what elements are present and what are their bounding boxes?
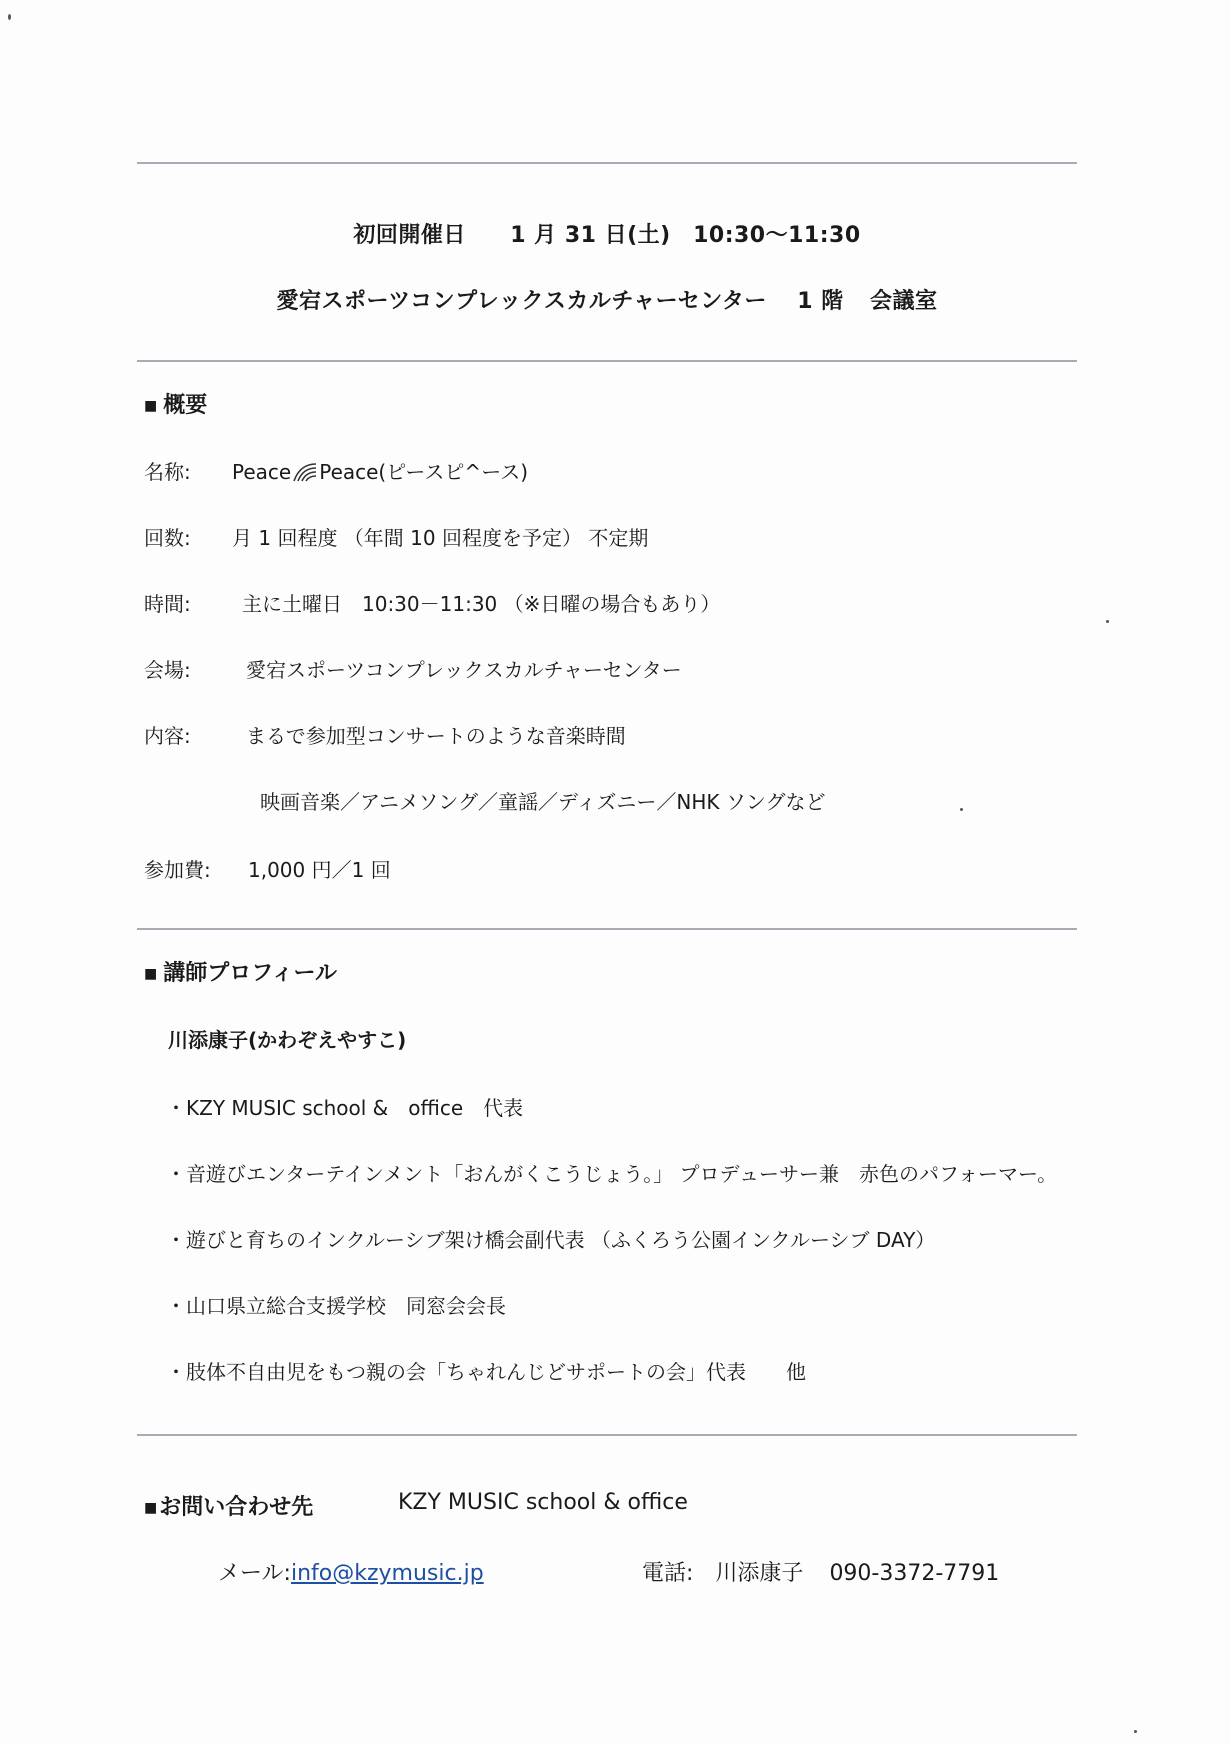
first-date-label: 初回開催日 <box>353 223 466 248</box>
fee-label: 参加費: <box>144 858 211 882</box>
phone-line <box>642 1556 999 1587</box>
contact-heading-text: お問い合わせ先 <box>159 1495 314 1520</box>
time-label: 時間: <box>144 592 191 616</box>
profile-item: ・山口県立総合支援学校 同窓会会長 <box>166 1294 506 1318</box>
fee-value: 1,000 円／1 回 <box>248 858 391 882</box>
wave-logo-icon <box>292 462 318 482</box>
time-value: 主に土曜日 10:30－11:30 （※日曜の場合もあり） <box>242 592 721 616</box>
scan-speck <box>960 808 963 811</box>
content-value-1: まるで参加型コンサートのような音楽時間 <box>246 724 626 748</box>
square-bullet-icon: ■ <box>144 1500 158 1516</box>
instructor-name: 川添康子(かわぞえやすこ) <box>168 1028 407 1052</box>
count-value: 月 1 回程度 （年間 10 回程度を予定） 不定期 <box>232 526 649 550</box>
venue-label: 会場: <box>144 658 191 682</box>
mail-link[interactable]: info@kzymusic.jp <box>290 1561 484 1586</box>
contact-heading <box>144 1490 313 1521</box>
scan-speck <box>8 14 11 20</box>
mail-label: メール: <box>218 1561 291 1586</box>
room-name: 会議室 <box>870 289 938 314</box>
profile-item: ・肢体不自由児をもつ親の会「ちゃれんじどサポートの会」代表 他 <box>166 1360 806 1384</box>
profile-item: ・遊びと育ちのインクルーシブ架け橋会副代表 （ふくろう公園インクルーシブ DAY） <box>166 1228 936 1252</box>
name-label: 名称: <box>144 460 191 484</box>
scan-speck <box>1106 620 1109 623</box>
square-bullet-icon: ■ <box>144 966 158 982</box>
scan-speck <box>1134 1730 1137 1733</box>
overview-heading <box>144 388 207 419</box>
first-date: 1 月 31 日(土) <box>510 223 671 248</box>
count-label: 回数: <box>144 526 191 550</box>
first-date-line <box>137 218 1077 249</box>
phone-contact-name: 川添康子 <box>715 1561 804 1586</box>
divider <box>137 162 1077 164</box>
location-line <box>137 284 1077 315</box>
profile-item: ・KZY MUSIC school & office 代表 <box>166 1096 524 1120</box>
location: 愛宕スポーツコンプレックスカルチャーセンター <box>276 289 767 314</box>
name-part1: Peace <box>232 460 292 484</box>
divider <box>137 928 1077 930</box>
first-time: 10:30～11:30 <box>693 223 861 248</box>
profile-heading-text: 講師プロフィール <box>163 961 338 986</box>
venue-value: 愛宕スポーツコンプレックスカルチャーセンター <box>246 658 682 682</box>
name-value <box>232 456 528 485</box>
content-value-2: 映画音楽／アニメソング／童謡／ディズニー／NHK ソングなど <box>260 790 826 814</box>
overview-heading-text: 概要 <box>163 393 208 418</box>
mail-line <box>218 1556 484 1587</box>
content-label: 内容: <box>144 724 191 748</box>
square-bullet-icon: ■ <box>144 398 158 414</box>
profile-heading <box>144 956 337 987</box>
profile-item: ・音遊びエンターテインメント「おんがくこうじょう。」 プロデューサー兼 赤色のパフォーマー。 <box>166 1162 1058 1186</box>
phone-label: 電話: <box>642 1561 694 1586</box>
floor: 1 階 <box>797 289 844 314</box>
contact-org: KZY MUSIC school & office <box>398 1490 688 1515</box>
divider <box>137 1434 1077 1436</box>
name-part2: Peace(ピースピ^ース) <box>319 460 528 484</box>
phone-number: 090-3372-7791 <box>829 1561 1000 1586</box>
divider <box>137 360 1077 362</box>
